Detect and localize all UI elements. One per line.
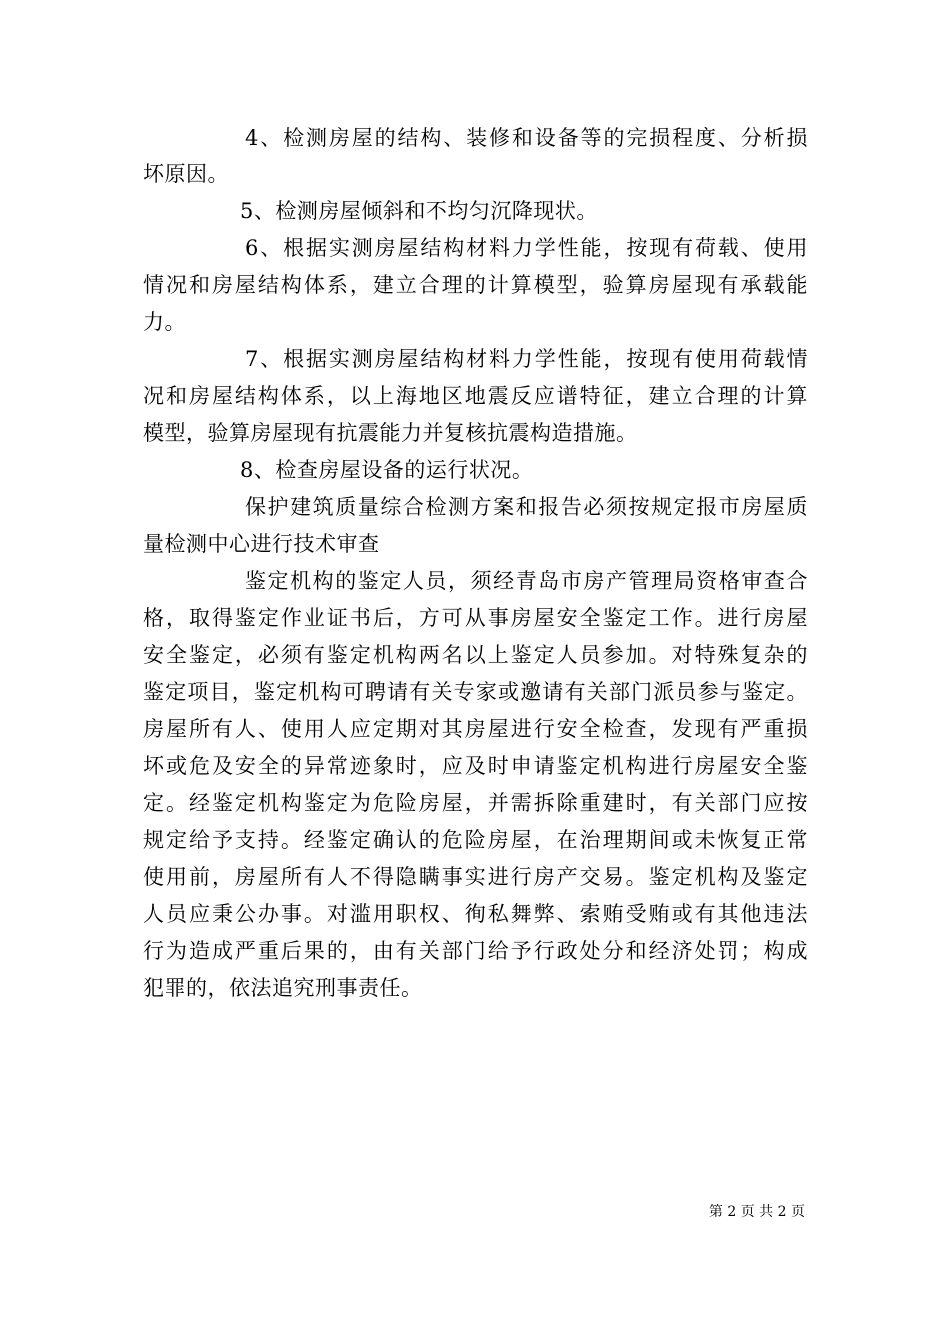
paragraph-line: 4、检测房屋的结构、装修和设备等的完损程度、分析损	[245, 126, 808, 150]
paragraph-line: 情况和房屋结构体系，建立合理的计算模型，验算房屋现有承载能	[143, 273, 808, 297]
paragraph-line: 量检测中心进行技术审查	[143, 532, 380, 556]
page-number-footer: 第 2 页 共 2 页	[708, 1204, 805, 1220]
paragraph-line: 模型，验算房屋现有抗震能力并复核抗震构造措施。	[143, 421, 638, 445]
paragraph-line: 坏原因。	[143, 162, 229, 186]
paragraph-line: 坏或危及安全的异常迹象时，应及时申请鉴定机构进行房屋安全鉴	[143, 754, 808, 778]
paragraph-line: 6、根据实测房屋结构材料力学性能，按现有荷载、使用	[245, 236, 808, 260]
paragraph-line: 7、根据实测房屋结构材料力学性能，按现有使用荷载情	[245, 347, 808, 371]
paragraph-line: 5、检测房屋倾斜和不均匀沉降现状。	[240, 199, 598, 223]
paragraph-line: 鉴定项目，鉴定机构可聘请有关专家或邀请有关部门派员参与鉴定。	[143, 680, 808, 704]
paragraph-line: 犯罪的，依法追究刑事责任。	[143, 976, 423, 1000]
paragraph-line: 格，取得鉴定作业证书后，方可从事房屋安全鉴定工作。进行房屋	[143, 606, 808, 630]
paragraph-line: 人员应秉公办事。对滥用职权、徇私舞弊、索贿受贿或有其他违法	[143, 902, 808, 926]
paragraph-line: 使用前，房屋所有人不得隐瞒事实进行房产交易。鉴定机构及鉴定	[143, 865, 808, 889]
paragraph-line: 鉴定机构的鉴定人员，须经青岛市房产管理局资格审查合	[245, 569, 808, 593]
paragraph-line: 保护建筑质量综合检测方案和报告必须按规定报市房屋质	[245, 495, 808, 519]
paragraph-line: 况和房屋结构体系，以上海地区地震反应谱特征，建立合理的计算	[143, 384, 808, 408]
paragraph-line: 定。经鉴定机构鉴定为危险房屋，并需拆除重建时，有关部门应按	[143, 791, 808, 815]
paragraph-line: 8、检查房屋设备的运行状况。	[240, 458, 534, 482]
paragraph-line: 房屋所有人、使用人应定期对其房屋进行安全检查，发现有严重损	[143, 717, 808, 741]
paragraph-line: 规定给予支持。经鉴定确认的危险房屋，在治理期间或未恢复正常	[143, 828, 808, 852]
paragraph-line: 行为造成严重后果的，由有关部门给予行政处分和经济处罚；构成	[143, 939, 808, 963]
paragraph-line: 力。	[143, 310, 186, 334]
paragraph-line: 安全鉴定，必须有鉴定机构两名以上鉴定人员参加。对特殊复杂的	[143, 643, 808, 667]
